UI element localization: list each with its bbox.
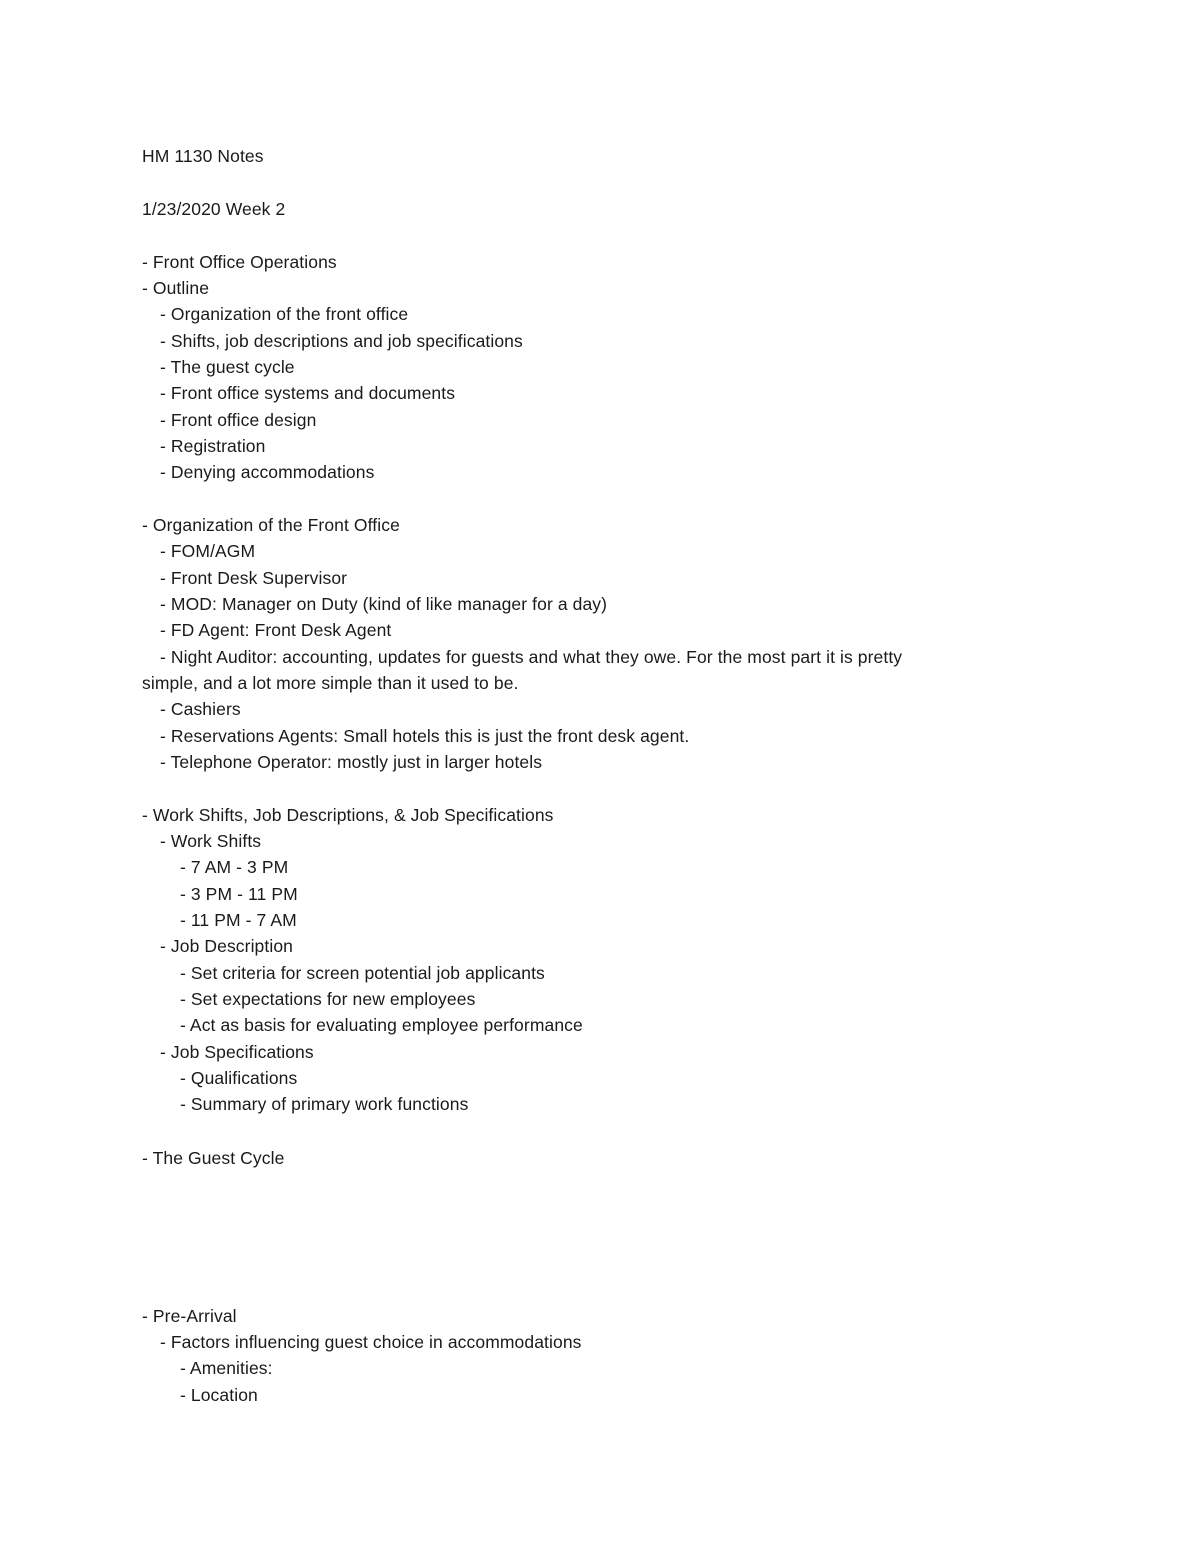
note-line: - Organization of the Front Office [142,515,400,535]
note-line: - Telephone Operator: mostly just in larger hotels [160,752,543,772]
note-line: - Front office systems and documents [160,383,456,403]
note-line: - Night Auditor: accounting, updates for guests and what they owe. For the most part it is pretty [160,647,903,667]
note-line: - Summary of primary work functions [180,1094,469,1114]
note-line: - The guest cycle [160,357,295,377]
note-line: - Job Description [160,936,294,956]
note-line: - MOD: Manager on Duty (kind of like manager for a day) [160,594,608,614]
note-line: - Work Shifts, Job Descriptions, & Job Specifications [142,805,554,825]
note-line: - FOM/AGM [160,541,256,561]
note-line: - Factors influencing guest choice in accommodations [160,1332,582,1352]
note-line: - 3 PM - 11 PM [180,884,298,904]
note-line: - Pre-Arrival [142,1306,237,1326]
note-line: - Act as basis for evaluating employee performance [180,1015,583,1035]
note-line: - 7 AM - 3 PM [180,857,289,877]
note-line: - Job Specifications [160,1042,314,1062]
note-line: - Denying accommodations [160,462,375,482]
note-line: - Registration [160,436,266,456]
note-line: - Outline [142,278,210,298]
note-line: - Organization of the front office [160,304,409,324]
note-line: - Front office design [160,410,317,430]
note-line: - Qualifications [180,1068,298,1088]
note-line: simple, and a lot more simple than it used to be. [142,673,519,693]
note-line: - Location [180,1385,258,1405]
note-line: - The Guest Cycle [142,1148,285,1168]
note-line: - Shifts, job descriptions and job specifications [160,331,523,351]
note-line: - Cashiers [160,699,241,719]
document-title: HM 1130 Notes [142,146,264,166]
note-line: - Set expectations for new employees [180,989,476,1009]
note-line: - Front Office Operations [142,252,337,272]
note-line: - Amenities: [180,1358,273,1378]
date-line: 1/23/2020 Week 2 [142,199,286,219]
note-line: - FD Agent: Front Desk Agent [160,620,392,640]
note-line: - Reservations Agents: Small hotels this is just the front desk agent. [160,726,690,746]
note-line: - 11 PM - 7 AM [180,910,297,930]
note-line: - Work Shifts [160,831,262,851]
note-line: - Front Desk Supervisor [160,568,348,588]
note-line: - Set criteria for screen potential job applicants [180,963,545,983]
